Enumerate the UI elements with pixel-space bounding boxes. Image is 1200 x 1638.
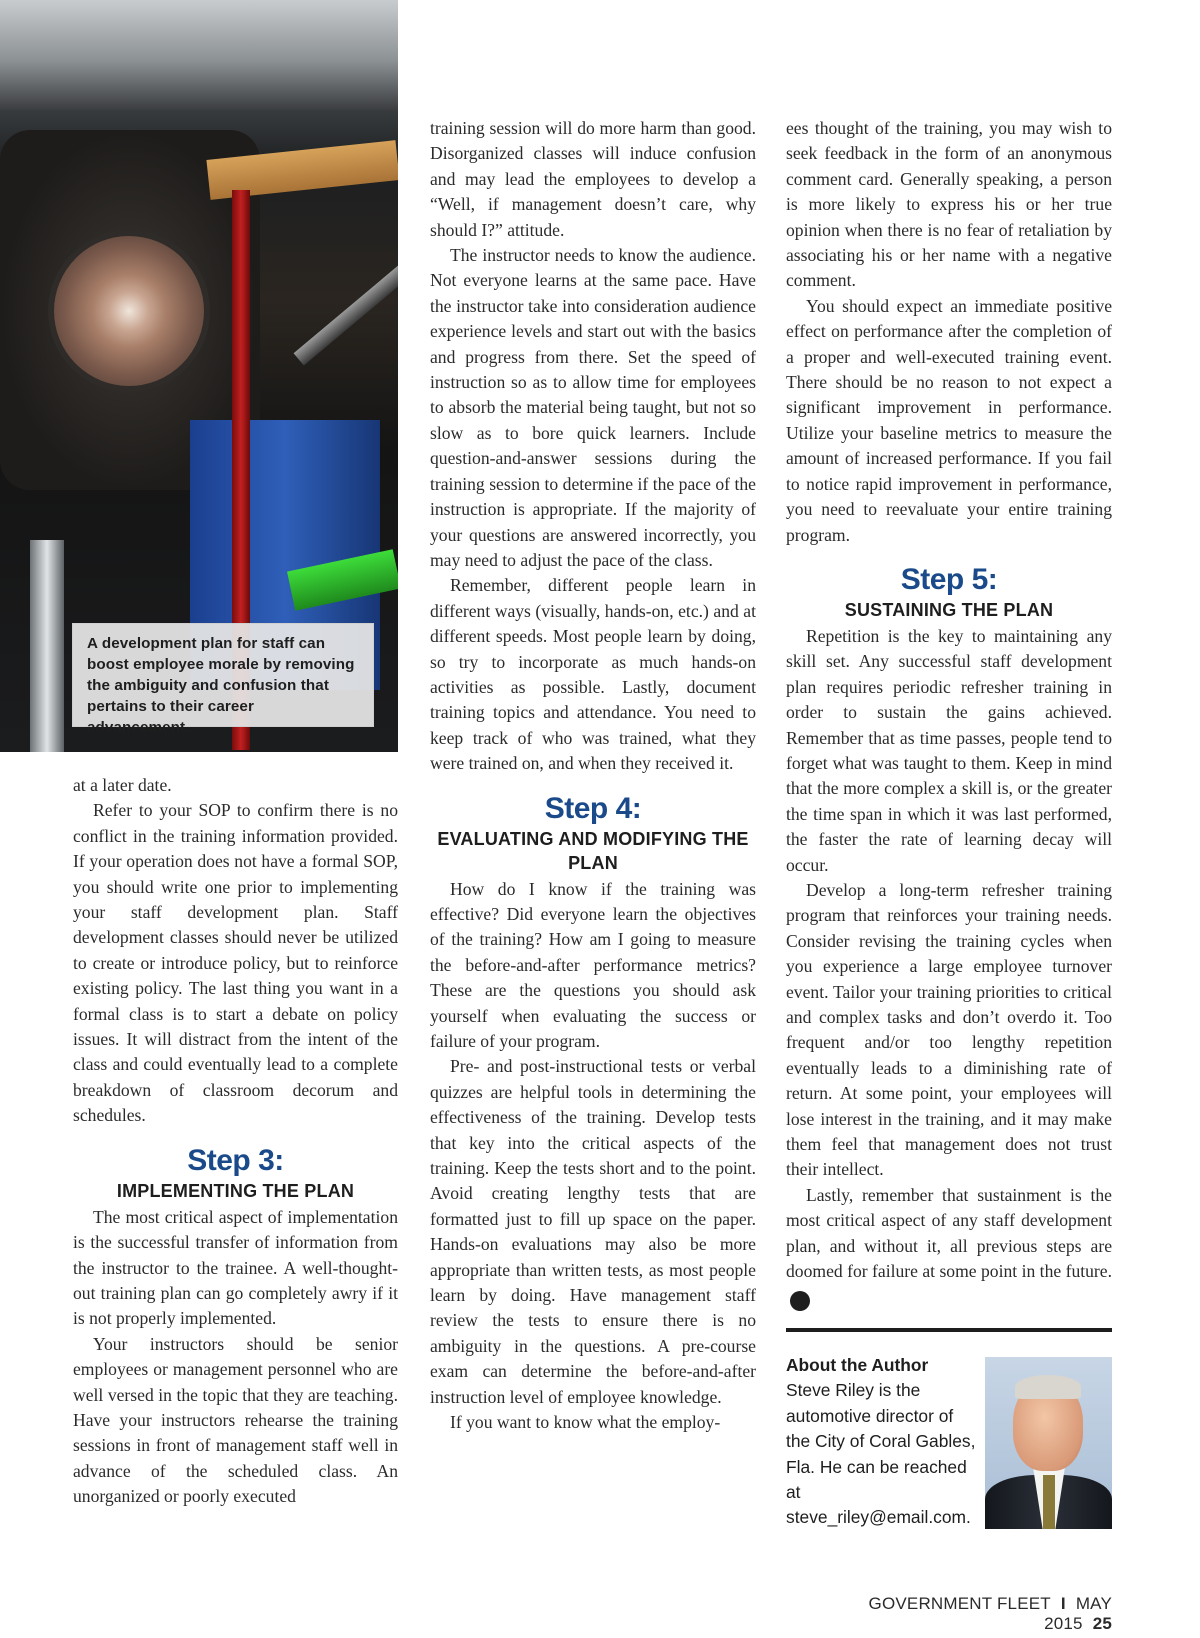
step-4-heading: Step 4:	[544, 791, 642, 825]
step-4-subheading: EVALUATING AND MODIFYING THE PLAN	[437, 828, 749, 873]
paragraph: at a later date.	[73, 775, 172, 795]
paragraph: You should expect an immediate positive effect on performance after the completion of a proper and well-executed training event. There should be no reason to not expect a significant improvement in performance. Utilize your baseline metrics to measure the amount of increased performance. If you fail to notice rapid improvement in performance, you need to reevaluate your entire training program.	[786, 295, 1112, 545]
photo-caption-box	[72, 623, 374, 736]
paragraph: Pre- and post-instructional tests or verbal quizzes are helpful tools in determining the effectiveness of the training. Develop tests that key into the critical aspects of the training. Keep the tests short and to the point. Avoid creating lengthy tests that are formatted just to fill up space on the paper. Hands-on evaluations may also be more appropriate than written tests, as most people learn by doing. Have management staff review the tests to ensure there is no ambiguity in the questions. A pre-course exam can determine the before-and-after instruction level of employee knowledge.	[430, 1056, 756, 1407]
author-box	[786, 1353, 976, 1531]
author-bio: Steve Riley is the automotive director of the City of Coral Gables, Fla. He can be reached at steve_riley@email.com.	[786, 1380, 976, 1528]
headshot-hair	[1015, 1375, 1081, 1399]
article-photo	[0, 0, 398, 752]
divider-rule	[786, 1328, 1112, 1332]
headshot-tie	[1043, 1475, 1055, 1529]
paragraph: Remember, different people learn in different ways (visually, hands-on, etc.) and at different speeds. Most people learn by doing, so try to incorporate as much hands-on activities as possible. Lastly, document training topics and attendance. You need to keep track of who was trained, what they were trained on, and when they received it.	[430, 575, 756, 774]
paragraph: ees thought of the training, you may wish to seek feedback in the form of an anonymous comment card. Generally speaking, a person is more likely to express his or her true opinion when there is no fear of retaliation by associating his or her name with a negative comment.	[786, 118, 1112, 291]
paragraph	[786, 1183, 1112, 1312]
paragraph: The most critical aspect of implementation is the successful transfer of information from the instructor to the trainee. A well-thought-out training plan can go completely awry if it is not properly implemented.	[73, 1206, 398, 1329]
page-footer	[816, 1594, 1112, 1634]
photo-caption: A development plan for staff can boost employee morale by removing the ambiguity and confusion that pertains to their career advancement.	[87, 635, 355, 736]
page-number: 25	[1092, 1614, 1112, 1633]
support-stand	[30, 540, 64, 752]
paragraph: If you want to know what the employ-	[450, 1412, 721, 1433]
end-mark-icon: ✪	[790, 1291, 810, 1311]
paragraph: How do I know if the training was effective? Did everyone learn the objectives of the training? How am I going to measure the before-and-after performance metrics? These are the questions you should ask yourself when evaluating the success or failure of your program.	[430, 878, 756, 1051]
step-3-heading: Step 3:	[187, 1143, 284, 1177]
drive-axle	[294, 250, 398, 365]
flywheel	[48, 230, 210, 392]
paragraph: Refer to your SOP to confirm there is no conflict in the training information provided. If your operation does not have a formal SOP, you should write one prior to implementing your staff development plan. Staff development classes should never be utilized to create or introduce policy, but to reinforce existing policy. The last thing you want in a formal class is to start a debate on policy issues. It will distract from the intent of the class and could eventually lead to a complete breakdown of classroom decorum and schedules.	[73, 800, 398, 1126]
step-5-subheading: SUSTAINING THE PLAN	[844, 599, 1054, 620]
author-headshot	[985, 1357, 1112, 1529]
publication-name: GOVERNMENT FLEET	[868, 1594, 1051, 1613]
issue-date: MAY 2015	[1044, 1594, 1112, 1633]
footer-separator: I	[1060, 1594, 1066, 1613]
paragraph: Your instructors should be senior employees or management personnel who are well versed in the topic that they are teaching. Have your instructors rehearse the training sessions in front of management staff well in advance of the scheduled class. An unorganized or poorly executed	[73, 1333, 398, 1507]
closing-text: Lastly, remember that sustainment is the most critical aspect of any staff development plan, and without it, all previous steps are doomed for failure at some point in the future.	[786, 1184, 1112, 1282]
column-2	[430, 116, 756, 1436]
step-3-subheading: IMPLEMENTING THE PLAN	[116, 1180, 355, 1201]
paragraph: Repetition is the key to maintaining any skill set. Any successful staff development plan requires periodic refresher training in order to sustain the gains achieved. Remember that as time passes, people tend to forget what was taught to them. Keep in mind that the more complex a skill is, or the greater the time span in which it was last performed, the faster the rate of learning decay will occur.	[786, 625, 1112, 875]
column-3	[786, 116, 1112, 1311]
column-1	[73, 773, 398, 1510]
car-underside	[0, 0, 398, 110]
step-5-heading: Step 5:	[900, 562, 998, 596]
paragraph: Develop a long-term refresher training program that reinforces your training needs. Consider revising the training cycles when you experience a large employee turnover event. Tailor your training priorities to critical and complex tasks and don’t overdo it. Too frequent and/or too lengthy repetition eventually leads to a diminishing rate of return. At some point, your employees will lose interest in the training, and it may make them feel that management does not trust their intellect.	[786, 879, 1112, 1180]
paragraph: training session will do more harm than good. Disorganized classes will induce confusion and may lead the employees to develop a “Well, if management doesn’t care, why should I?” attitude.	[430, 118, 756, 240]
author-heading: About the Author	[786, 1355, 929, 1375]
paragraph: The instructor needs to know the audience. Not everyone learns at the same pace. Have the instructor take into consideration audience experience levels and start out with the basics and progress from there. Set the speed of instruction so as to allow time for employees to absorb the material being taught, but not so slow as to bore quick learners. Include question-and-answer sessions during the training session to determine if the pace of the instruction is appropriate. If the majority of your questions are answered incorrectly, you may need to adjust the pace of the class.	[430, 245, 756, 570]
